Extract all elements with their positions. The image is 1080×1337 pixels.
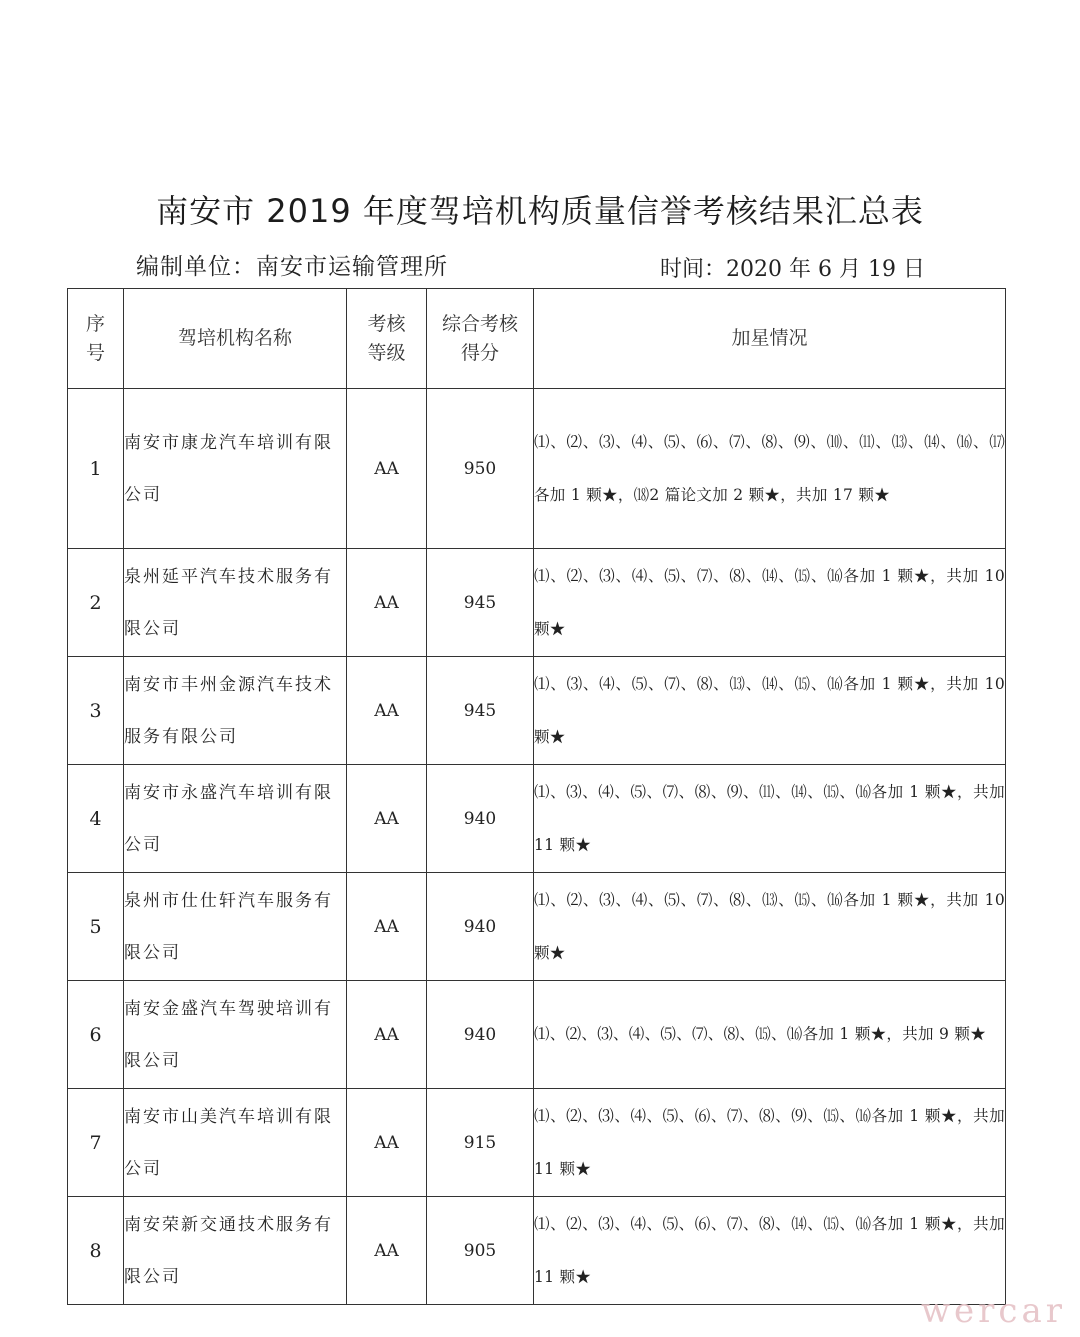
- row-stars: ⑴、⑵、⑶、⑷、⑸、⑺、⑻、⒁、⒂、⒃各加 1 颗★，共加 10 颗★: [534, 549, 1006, 657]
- row-seq: 8: [68, 1197, 124, 1305]
- row-score: 945: [427, 657, 534, 765]
- row-name: 泉州延平汽车技术服务有限公司: [124, 549, 347, 657]
- document-date: 时间：2020 年 6 月 19 日: [660, 257, 925, 282]
- watermark: wercar: [920, 1291, 1066, 1331]
- row-grade: AA: [347, 1197, 427, 1305]
- header-seq: 序号: [68, 289, 124, 389]
- document-title: 南安市 2019 年度驾培机构质量信誉考核结果汇总表: [156, 192, 924, 230]
- row-name: 南安市山美汽车培训有限公司: [124, 1089, 347, 1197]
- row-score: 945: [427, 549, 534, 657]
- row-grade: AA: [347, 765, 427, 873]
- row-grade: AA: [347, 657, 427, 765]
- row-score: 940: [427, 765, 534, 873]
- row-name: 南安市永盛汽车培训有限公司: [124, 765, 347, 873]
- row-score: 915: [427, 1089, 534, 1197]
- table-row: [68, 1197, 1006, 1305]
- row-seq: 5: [68, 873, 124, 981]
- row-name: 南安荣新交通技术服务有限公司: [124, 1197, 347, 1305]
- compiling-organization: 编制单位：南安市运输管理所: [136, 254, 448, 280]
- row-stars: ⑴、⑵、⑶、⑷、⑸、⑹、⑺、⑻、⒁、⒂、⒃各加 1 颗★，共加 11 颗★: [534, 1197, 1006, 1305]
- row-stars: ⑴、⑶、⑷、⑸、⑺、⑻、⑼、⑾、⒁、⒂、⒃各加 1 颗★，共加 11 颗★: [534, 765, 1006, 873]
- results-table: [67, 288, 1006, 1305]
- table-header-row: [68, 289, 1006, 389]
- row-name: 南安市康龙汽车培训有限公司: [124, 389, 347, 549]
- table-row: [68, 549, 1006, 657]
- row-stars: ⑴、⑵、⑶、⑷、⑸、⑹、⑺、⑻、⑼、⑽、⑾、⒀、⒁、⒃、⒄各加 1 颗★，⒅2 篇论文加 2 颗★，共加 17 颗★: [534, 389, 1006, 549]
- row-seq: 6: [68, 981, 124, 1089]
- table-row: [68, 981, 1006, 1089]
- row-grade: AA: [347, 389, 427, 549]
- row-grade: AA: [347, 1089, 427, 1197]
- table-row: [68, 657, 1006, 765]
- row-name: 泉州市仕仕轩汽车服务有限公司: [124, 873, 347, 981]
- row-seq: 3: [68, 657, 124, 765]
- row-stars: ⑴、⑵、⑶、⑷、⑸、⑺、⑻、⒀、⒂、⒃各加 1 颗★，共加 10 颗★: [534, 873, 1006, 981]
- table-row: [68, 873, 1006, 981]
- row-grade: AA: [347, 981, 427, 1089]
- row-seq: 4: [68, 765, 124, 873]
- row-name: 南安金盛汽车驾驶培训有限公司: [124, 981, 347, 1089]
- table-row: [68, 389, 1006, 549]
- row-stars: ⑴、⑶、⑷、⑸、⑺、⑻、⒀、⒁、⒂、⒃各加 1 颗★，共加 10 颗★: [534, 657, 1006, 765]
- header-score: 综合考核得分: [427, 289, 534, 389]
- row-score: 905: [427, 1197, 534, 1305]
- row-seq: 1: [68, 389, 124, 549]
- row-stars: ⑴、⑵、⑶、⑷、⑸、⑺、⑻、⒂、⒃各加 1 颗★，共加 9 颗★: [534, 981, 1006, 1089]
- header-stars: 加星情况: [534, 289, 1006, 389]
- row-seq: 7: [68, 1089, 124, 1197]
- row-name: 南安市丰州金源汽车技术服务有限公司: [124, 657, 347, 765]
- row-grade: AA: [347, 549, 427, 657]
- header-grade: 考核等级: [347, 289, 427, 389]
- table-row: [68, 765, 1006, 873]
- row-score: 940: [427, 981, 534, 1089]
- row-score: 950: [427, 389, 534, 549]
- row-stars: ⑴、⑵、⑶、⑷、⑸、⑹、⑺、⑻、⑼、⒂、⒃各加 1 颗★，共加 11 颗★: [534, 1089, 1006, 1197]
- header-name: 驾培机构名称: [124, 289, 347, 389]
- row-score: 940: [427, 873, 534, 981]
- row-grade: AA: [347, 873, 427, 981]
- row-seq: 2: [68, 549, 124, 657]
- table-row: [68, 1089, 1006, 1197]
